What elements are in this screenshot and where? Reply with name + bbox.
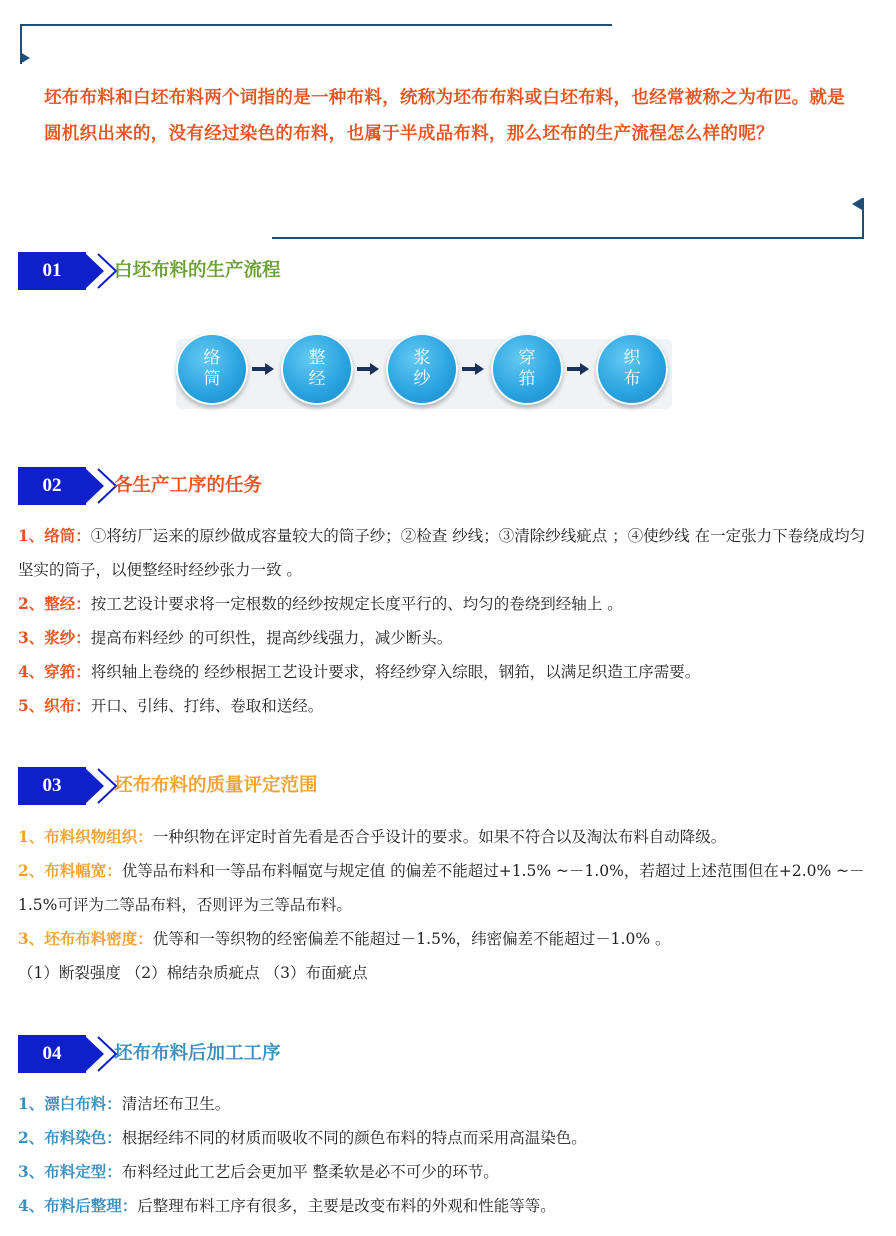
task-item (18, 519, 870, 587)
flow-step-char: 穿 (518, 348, 536, 368)
flow-step-char: 纱 (413, 369, 431, 389)
intro-paragraph: 坯布布料和白坯布料两个词指的是一种布料，统称为坯布布料或白坯布料，也经常被称之为布匹。就是圆机织出来的，没有经过染色的布料，也属于半成品布料，那么坯布的生产流程怎么样的呢？ (44, 88, 845, 144)
flow-step-3 (386, 333, 458, 405)
quality-text: 一种织物在评定时首先看是否合乎设计的要求。如果不符合以及淘汰布料自动降级。 (152, 828, 727, 846)
post-item (18, 1087, 870, 1121)
intro-frame-bottom-line (272, 237, 864, 239)
task-label: 4、穿筘： (18, 662, 91, 681)
flow-step-4 (491, 333, 563, 405)
flow-step-char: 整 (308, 348, 326, 368)
task-label: 2、整经： (18, 594, 91, 613)
section-number: 02 (18, 467, 86, 505)
task-text: 提高布料经纱 的可织性，提高纱线强力，减少断头。 (90, 629, 453, 647)
section-header-03 (18, 767, 438, 805)
post-label: 2、布料染色： (18, 1128, 122, 1147)
right-arrow-icon (357, 363, 379, 375)
post-label: 1、漂白布料： (18, 1094, 122, 1113)
post-item (18, 1155, 870, 1189)
quality-text: 优等品布料和一等品布料幅宽与规定值 的偏差不能超过+1.5% ~－1.0%，若超过上述范围但在+2.0% ~－1.5%可评为二等品布料，否则评为三等品布料。 (18, 862, 865, 914)
right-arrow-icon (252, 363, 274, 375)
section-title: 坯布布料后加工工序 (114, 1043, 281, 1064)
quality-note: （1）断裂强度 （2）棉结杂质疵点 （3）布面疵点 (18, 964, 368, 982)
task-item (18, 621, 870, 655)
intro-frame-top-line (20, 24, 612, 26)
post-text: 布料经过此工艺后会更加平 整柔软是必不可少的环节。 (121, 1163, 499, 1181)
post-label: 3、布料定型： (18, 1162, 122, 1181)
section-title: 坯布布料的质量评定范围 (114, 775, 318, 796)
post-text: 清洁坯布卫生。 (121, 1095, 231, 1113)
flow-step-char: 筘 (518, 369, 536, 389)
post-text: 根据经纬不同的材质而吸收不同的颜色布料的特点而采用高温染色。 (121, 1129, 587, 1147)
quality-item (18, 922, 870, 956)
section-number: 03 (18, 767, 86, 805)
quality-item (18, 854, 870, 922)
task-item (18, 655, 870, 689)
task-text: 将织轴上卷绕的 经纱根据工艺设计要求，将经纱穿入综眼，钢筘，以满足织造工序需要。 (90, 663, 701, 681)
section-header-04 (18, 1035, 438, 1073)
right-arrow-icon (567, 363, 589, 375)
flow-step-char: 浆 (413, 348, 431, 368)
section-header-01 (18, 252, 438, 290)
flow-step-5 (596, 333, 668, 405)
task-item (18, 689, 870, 723)
flow-step-char: 织 (623, 348, 641, 368)
task-text: ①将纺厂运来的原纱做成容量较大的筒子纱；②检查 纱线；③清除纱线疵点 ；④使纱线 在一定张力下卷绕成均匀坚实的筒子，以便整经时经纱张力一致 。 (18, 527, 866, 579)
quality-item (18, 820, 870, 854)
post-text: 后整理布料工序有很多，主要是改变布料的外观和性能等等。 (137, 1197, 556, 1215)
task-label: 5、织布： (18, 696, 91, 715)
flow-step-1 (176, 333, 248, 405)
post-label: 4、布料后整理： (18, 1196, 138, 1215)
flow-step-char: 布 (623, 369, 641, 389)
task-text: 按工艺设计要求将一定根数的经纱按规定长度平行的、均匀的卷绕到经轴上 。 (90, 595, 623, 613)
task-text: 开口、引纬、打纬、卷取和送经。 (90, 697, 324, 715)
section-title: 白坯布料的生产流程 (114, 260, 281, 281)
quality-label: 3、坯布布料密度： (18, 929, 153, 948)
post-item (18, 1189, 870, 1223)
section-title: 各生产工序的任务 (114, 475, 263, 496)
task-label: 1、络筒： (18, 526, 91, 545)
section-number: 04 (18, 1035, 86, 1073)
flow-step-char: 络 (203, 348, 221, 368)
flow-step-char: 筒 (203, 369, 221, 389)
section-header-02 (18, 467, 438, 505)
section-number: 01 (18, 252, 86, 290)
production-flow-diagram (176, 333, 672, 413)
quality-label: 1、布料织物组织： (18, 827, 153, 846)
task-label: 3、浆纱： (18, 628, 91, 647)
right-arrow-icon (462, 363, 484, 375)
quality-text: 优等和一等织物的经密偏差不能超过－1.5%，纬密偏差不能超过－1.0% 。 (152, 930, 671, 948)
quality-label: 2、布料幅宽： (18, 861, 122, 880)
flow-step-char: 经 (308, 369, 326, 389)
intro-frame-corner-right (862, 198, 864, 238)
post-item (18, 1121, 870, 1155)
task-item (18, 587, 870, 621)
flow-step-2 (281, 333, 353, 405)
intro-frame-corner-left (20, 24, 22, 64)
